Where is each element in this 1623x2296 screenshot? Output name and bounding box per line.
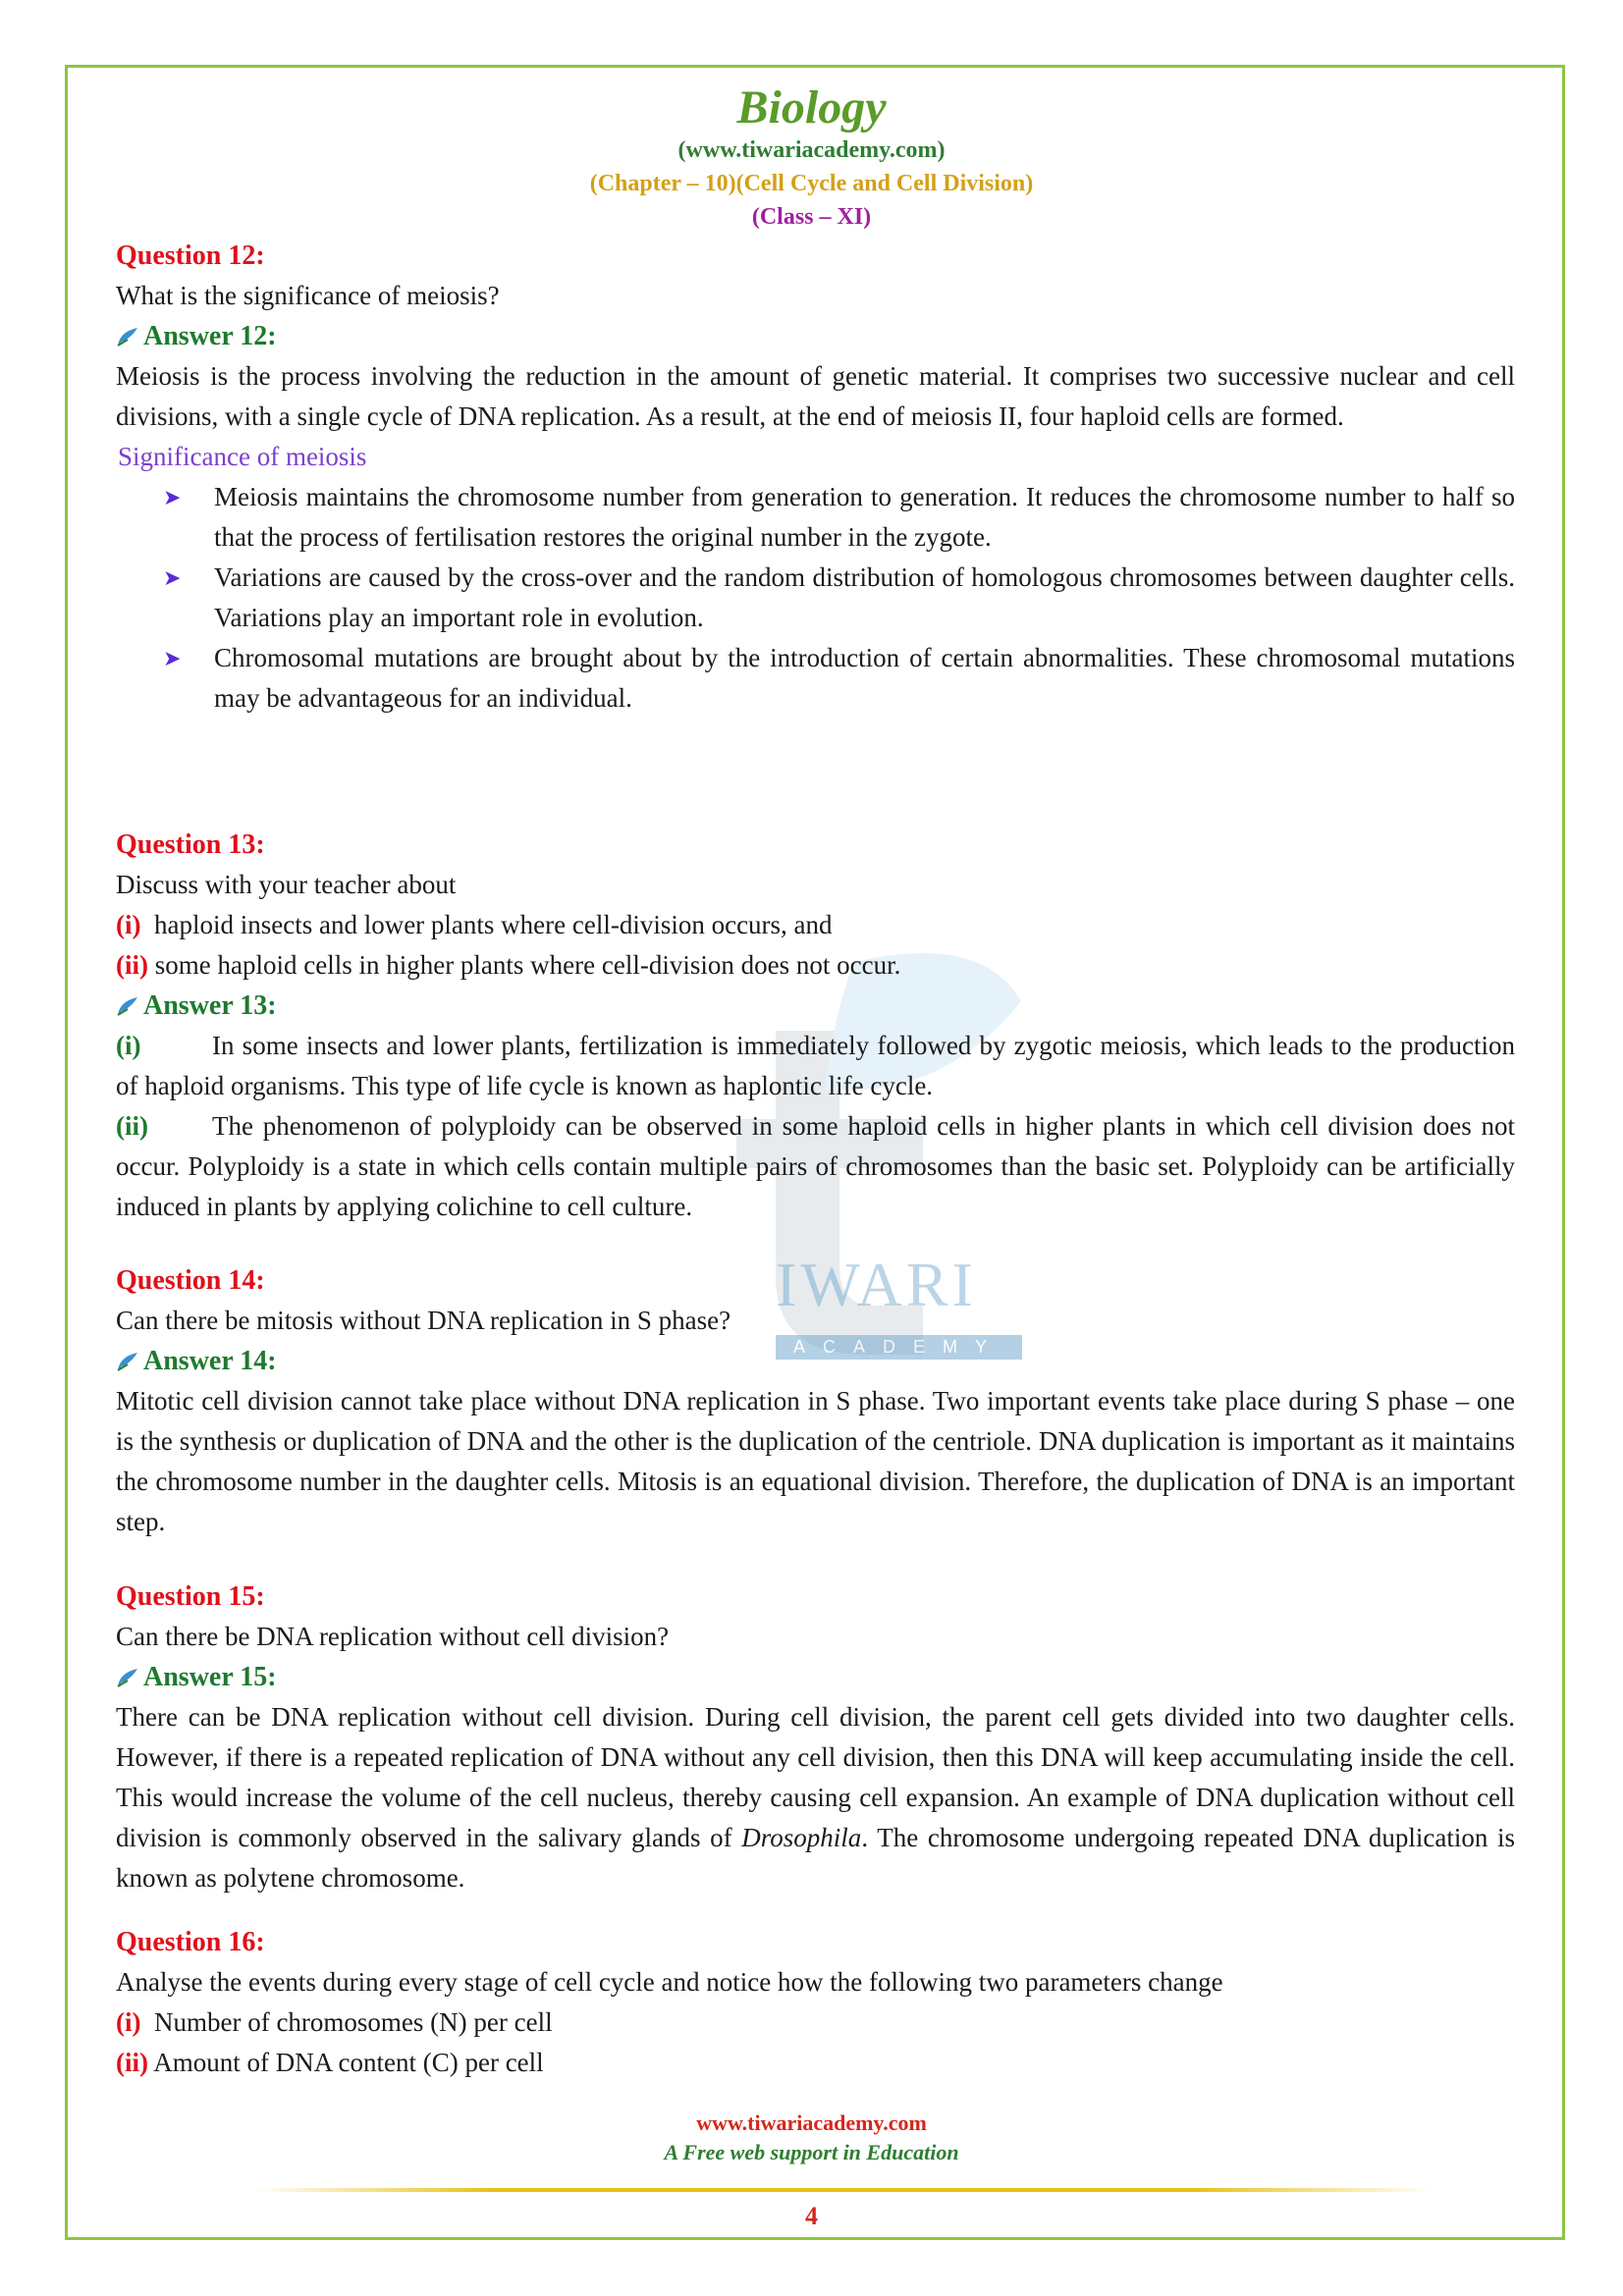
list-item: (ii) Amount of DNA content (C) per cell xyxy=(116,2048,544,2077)
pen-logo-icon xyxy=(116,1351,141,1372)
question-label: Question 15: xyxy=(116,1581,265,1612)
question-text: Discuss with your teacher about xyxy=(116,870,457,899)
question-label: Question 16: xyxy=(116,1927,265,1957)
answer-item: (i) In some insects and lower plants, fertilization is immediately followed by zygotic meiosis, which leads to the production of haploid organisms. This type of life cycle is known as haplontic life cycle. xyxy=(116,1031,1515,1100)
answer-heading xyxy=(116,1341,1515,1381)
answer-label: Answer 13: xyxy=(143,990,277,1021)
question-13-block xyxy=(116,825,1515,1227)
question-text: Can there be mitosis without DNA replication in S phase? xyxy=(116,1306,731,1335)
watermark-text: IWARI xyxy=(776,1250,977,1319)
answer-label: Answer 12: xyxy=(143,321,277,351)
page-title: Biology xyxy=(736,81,887,133)
arrow-bullet-icon: ➤ xyxy=(163,485,182,509)
answer-text: Meiosis is the process involving the reduction in the amount of genetic material. It comprises two successive nuclear and cell divisions, with a single cycle of DNA replication. As a result, at the end of meiosis II, four haploid cells are formed. xyxy=(116,361,1515,431)
list-item: ➤ Meiosis maintains the chromosome number from generation to generation. It reduces the chromosome number to half so that the process of fertilisation restores the original number in the zygote. xyxy=(116,477,1515,558)
footer-tagline: A Free web support in Education xyxy=(664,2140,959,2164)
significance-heading: Significance of meiosis xyxy=(118,442,367,471)
answer-heading xyxy=(116,316,1515,356)
arrow-bullet-icon: ➤ xyxy=(163,565,182,590)
question-label: Question 13: xyxy=(116,829,265,860)
question-text: Can there be DNA replication without cell division? xyxy=(116,1622,670,1651)
list-item: ➤ Variations are caused by the cross-over and the random distribution of homologous chromosomes between daughter cells. Variations play an important role in evolution. xyxy=(116,558,1515,638)
question-15-block xyxy=(116,1576,1515,1898)
pen-logo-icon xyxy=(116,326,141,347)
significance-list xyxy=(116,477,1515,719)
answer-text: There can be DNA replication without cell division. During cell division, the parent cell gets divided into two daughter cells. However, if there is a repeated replication of DNA without any cell division, then this DNA will keep accumulating inside the cell. This would increase the volume of the cell nucleus, thereby causing cell expansion. An example of DNA duplication without cell division is commonly observed in the salivary glands of Drosophila. The chromosome undergoing repeated DNA duplication is known as polytene chromosome. xyxy=(116,1702,1515,1893)
answer-label: Answer 15: xyxy=(143,1662,277,1692)
header-website[interactable]: (www.tiwariacademy.com) xyxy=(677,137,946,163)
pen-logo-icon xyxy=(116,995,141,1017)
answer-heading xyxy=(116,1657,1515,1697)
page-number: 4 xyxy=(805,2202,818,2230)
answer-label: Answer 14: xyxy=(143,1346,277,1376)
answer-item: (ii) The phenomenon of polyploidy can be observed in some haploid cells in higher plants in which cell division does not occur. Polyploidy is a state in which cells contain multiple pairs of chromosomes than the basic set. Polyploidy can be artificially induced in plants by applying colichine to cell culture. xyxy=(116,1111,1515,1221)
question-14-block xyxy=(116,1260,1515,1542)
header-chapter: (Chapter – 10)(Cell Cycle and Cell Division) xyxy=(589,171,1034,196)
list-item: ➤ Chromosomal mutations are brought about by the introduction of certain abnormalities. These chromosomal mutations may be advantageous for an individual. xyxy=(116,638,1515,719)
answer-text: Mitotic cell division cannot take place without DNA replication in S phase. Two important events take place during S phase – one is the synthesis or duplication of DNA and the other is the duplication of the centriole. DNA duplication is important as it maintains the chromosome number in the daughter cells. Mitosis is an equational division. Therefore, the duplication of DNA is an important step. xyxy=(116,1386,1515,1536)
list-item: (ii) some haploid cells in higher plants where cell-division does not occur. xyxy=(116,950,901,980)
question-16-block xyxy=(116,1922,1515,2083)
question-text: Analyse the events during every stage of cell cycle and notice how the following two parameters change xyxy=(116,1967,1223,1997)
question-12-block xyxy=(116,236,1515,719)
footer-divider xyxy=(253,2188,1432,2192)
watermark-subtext: ACADEMY xyxy=(776,1335,1022,1360)
question-label: Question 12: xyxy=(116,240,265,271)
list-item: (i) Number of chromosomes (N) per cell xyxy=(116,2007,553,2037)
header-class: (Class – XI) xyxy=(751,204,872,230)
question-label: Question 14: xyxy=(116,1265,265,1296)
arrow-bullet-icon: ➤ xyxy=(163,646,182,670)
question-text: What is the significance of meiosis? xyxy=(116,281,500,310)
list-item: (i) haploid insects and lower plants where cell-division occurs, and xyxy=(116,910,833,939)
pen-logo-icon xyxy=(116,1667,141,1688)
answer-heading xyxy=(116,986,1515,1026)
footer-website[interactable]: www.tiwariacademy.com xyxy=(696,2110,927,2135)
